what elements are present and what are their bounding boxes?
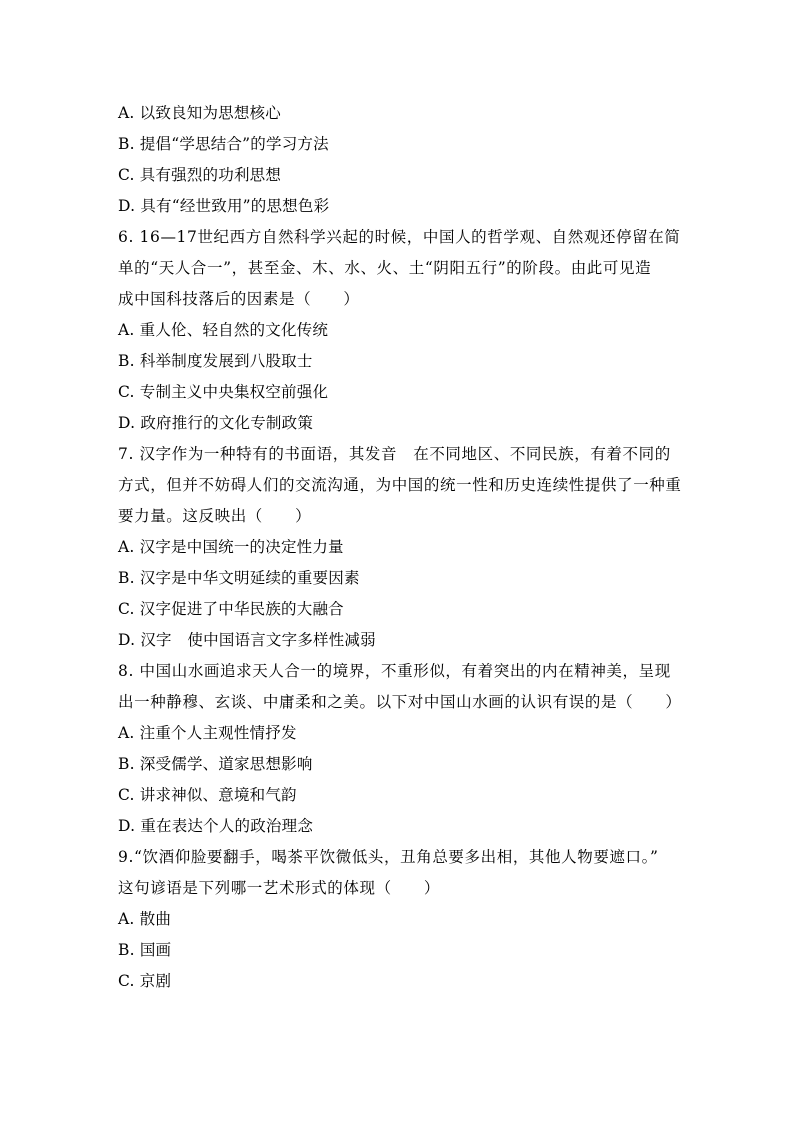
option-b: B. 深受儒学、道家思想影响 xyxy=(118,755,313,773)
option-b: B. 国画 xyxy=(118,941,172,959)
option-a: A. 汉字是中国统一的决定性力量 xyxy=(118,538,344,556)
question-8 xyxy=(118,656,682,842)
question-stem-line: 单的“天人合一”，甚至金、木、水、火、土“阴阳五行”的阶段。由此可见造 xyxy=(118,259,652,277)
question-stem-line: 方式，但并不妨碍人们的交流沟通，为中国的统一性和历史连续性提供了一种重 xyxy=(118,476,682,494)
question-stem-line: 成中国科技落后的因素是（ ） xyxy=(118,290,360,308)
option-b: B. 科举制度发展到八股取士 xyxy=(118,352,313,370)
option-c: C. 具有强烈的功利思想 xyxy=(118,166,282,184)
option-a: A. 散曲 xyxy=(118,910,172,928)
question-stem-line: 6. 16—17世纪西方自然科学兴起的时候，中国人的哲学观、自然观还停留在简 xyxy=(118,228,681,246)
option-c: C. 汉字促进了中华民族的大融合 xyxy=(118,600,344,618)
question-stem-line: 8. 中国山水画追求天人合一的境界，不重形似，有着突出的内在精神美，呈现 xyxy=(118,662,671,680)
question-6 xyxy=(118,222,681,439)
question-stem-line: 要力量。这反映出（ ） xyxy=(118,507,312,525)
option-b: B. 提倡“学思结合”的学习方法 xyxy=(118,135,329,153)
option-d: D. 政府推行的文化专制政策 xyxy=(118,414,314,432)
previous-question-options xyxy=(118,98,678,222)
option-a: A. 重人伦、轻自然的文化传统 xyxy=(118,321,329,339)
question-stem-line: 出一种静穆、玄谈、中庸柔和之美。以下对中国山水画的认识有误的是（ ） xyxy=(118,693,682,711)
option-c: C. 京剧 xyxy=(118,972,172,990)
question-7 xyxy=(118,439,682,656)
question-stem-line: 9.“饮酒仰脸要翻手，喝茶平饮微低头，丑角总要多出相，其他人物要遮口。” xyxy=(118,848,659,866)
question-stem-line: 这句谚语是下列哪一艺术形式的体现（ ） xyxy=(118,879,441,897)
option-d: D. 重在表达个人的政治理念 xyxy=(118,817,314,835)
option-a: A. 以致良知为思想核心 xyxy=(118,104,281,122)
option-c: C. 专制主义中央集权空前强化 xyxy=(118,383,329,401)
option-c: C. 讲求神似、意境和气韵 xyxy=(118,786,297,804)
question-stem-line: 7. 汉字作为一种特有的书面语，其发音 在不同地区、不同民族，有着不同的 xyxy=(118,445,671,463)
option-d: D. 具有“经世致用”的思想色彩 xyxy=(118,197,330,215)
option-a: A. 注重个人主观性情抒发 xyxy=(118,724,297,742)
option-b: B. 汉字是中华文明延续的重要因素 xyxy=(118,569,360,587)
question-content xyxy=(118,98,682,997)
question-9 xyxy=(118,842,678,997)
option-d: D. 汉字 使中国语言文字多样性减弱 xyxy=(118,631,376,649)
